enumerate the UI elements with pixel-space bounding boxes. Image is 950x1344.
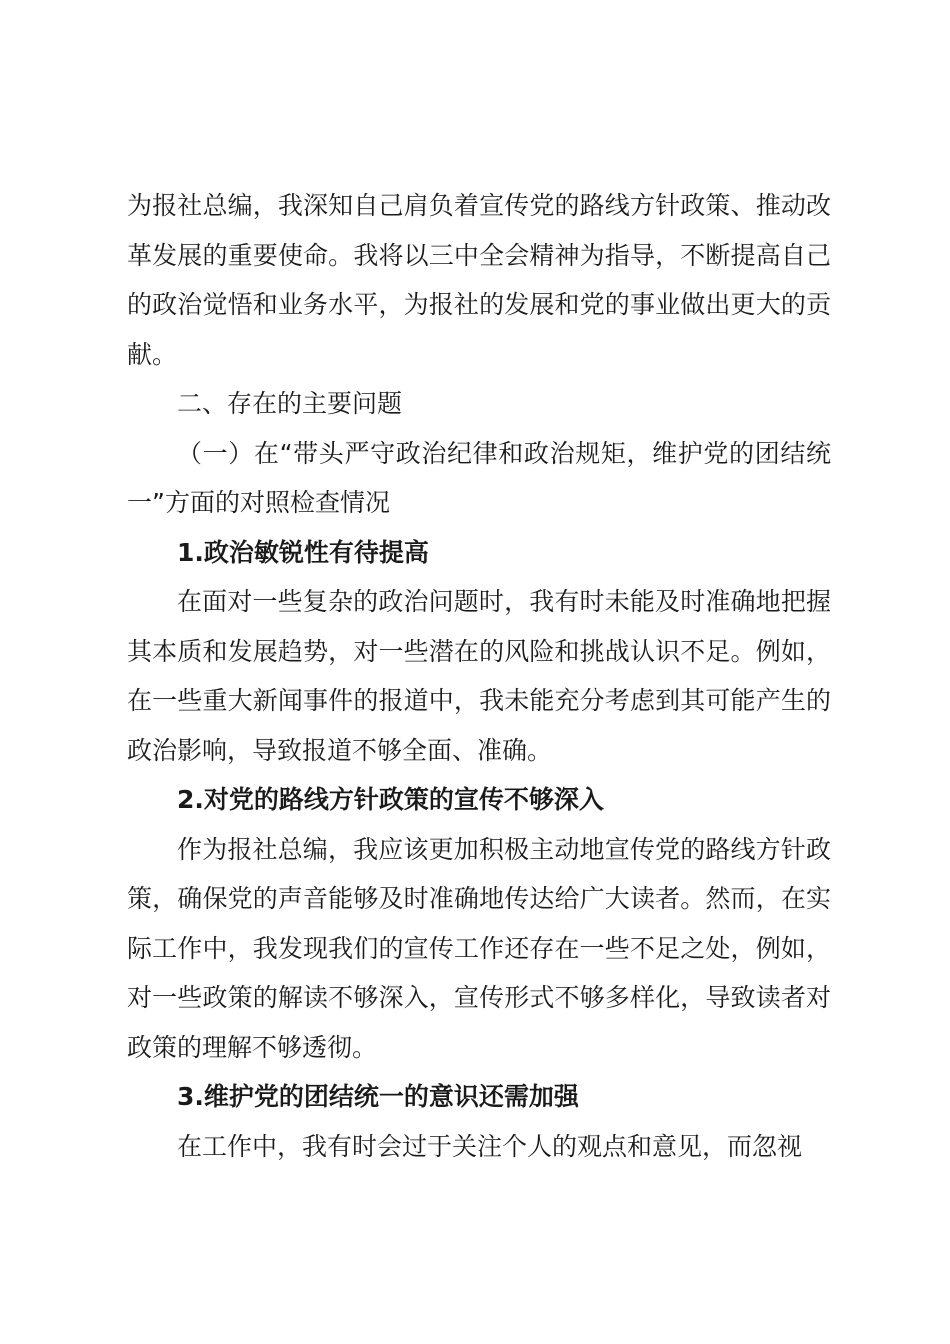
item3-body: 在工作中，我有时会过于关注个人的观点和意见，而忽视 bbox=[177, 1131, 803, 1161]
document-body bbox=[127, 181, 831, 1171]
section-heading: 二、存在的主要问题 bbox=[177, 389, 403, 418]
item2-heading: 2.对党的路线方针政策的宣传不够深入 bbox=[177, 785, 604, 814]
subsection-heading: （一）在“带头严守政治纪律和政治规矩，维护党的团结统一”方面的对照检查情况 bbox=[127, 438, 831, 517]
item2-body: 作为报社总编，我应该更加积极主动地宣传党的路线方针政策，确保党的声音能够及时准确地传达给广大读者。然而，在实际工作中，我发现我们的宣传工作还存在一些不足之处，例如，对一些政策的解读不够深入，宣传形式不够多样化，导致读者对政策的理解不够透彻。 bbox=[127, 834, 831, 1062]
item1-heading: 1.政治敏锐性有待提高 bbox=[177, 537, 429, 567]
item3-heading: 3.维护党的团结统一的意识还需加强 bbox=[177, 1082, 579, 1111]
intro-paragraph: 为报社总编，我深知自己肩负着宣传党的路线方针政策、推动改革发展的重要使命。我将以三中全会精神为指导，不断提高自己的政治觉悟和业务水平，为报社的发展和党的事业做出更大的贡献。 bbox=[127, 191, 831, 369]
item1-body: 在面对一些复杂的政治问题时，我有时未能及时准确地把握其本质和发展趋势，对一些潜在的风险和挑战认识不足。例如，在一些重大新闻事件的报道中，我未能充分考虑到其可能产生的政治影响，导致报道不够全面、准确。 bbox=[127, 587, 831, 765]
